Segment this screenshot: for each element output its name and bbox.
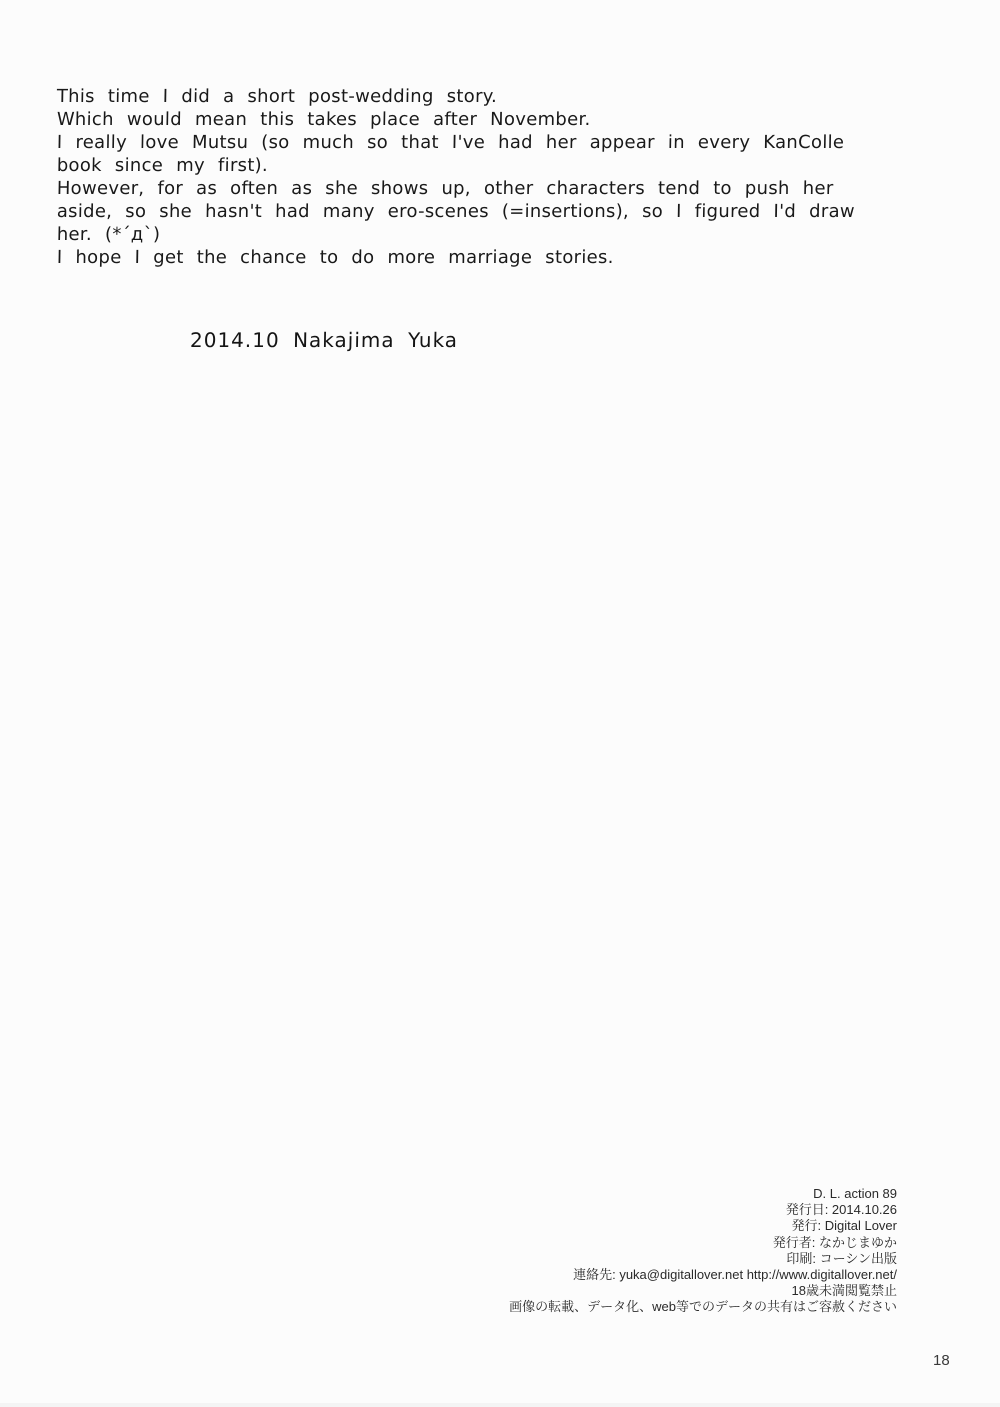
afterword-line: However, for as often as she shows up, other characters tend to push her (56, 178, 834, 199)
afterword-line: I really love Mutsu (so much so that I've had her appear in every KanColle (56, 132, 845, 153)
afterword-line: I hope I get the chance to do more marriage stories. (56, 247, 614, 268)
colophon-author: 発行者: なかじまゆか (772, 1234, 897, 1250)
afterword-line: book since my first). (56, 155, 269, 176)
afterword-text-block (57, 85, 987, 269)
afterword-line: Which would mean this takes place after November. (56, 109, 591, 130)
afterword-line: aside, so she hasn't had many ero-scenes (=insertions), so I figured I'd draw (56, 201, 856, 222)
colophon-contact: 連絡先: yuka@digitallover.net http://www.digitallover.net/ (573, 1267, 897, 1283)
colophon-printer: 印刷: コーシン出版 (786, 1250, 897, 1266)
colophon-publish-date: 発行日: 2014.10.26 (785, 1202, 897, 1218)
colophon-age-restriction: 18歳未満閲覧禁止 (791, 1283, 897, 1299)
page-number: 18 (933, 1352, 950, 1369)
author-signature: 2014.10 Nakajima Yuka (189, 328, 459, 352)
afterword-line: her. (*´д`) (56, 224, 161, 245)
afterword-line: This time I did a short post-wedding story. (56, 86, 498, 107)
colophon-copyright-notice: 画像の転載、データ化、web等でのデータの共有はご容赦ください (509, 1299, 897, 1315)
colophon-publisher: 発行: Digital Lover (791, 1218, 897, 1234)
colophon-title: D. L. action 89 (813, 1186, 897, 1201)
scan-edge-artifact (0, 1403, 1000, 1407)
colophon-block (509, 1186, 897, 1316)
